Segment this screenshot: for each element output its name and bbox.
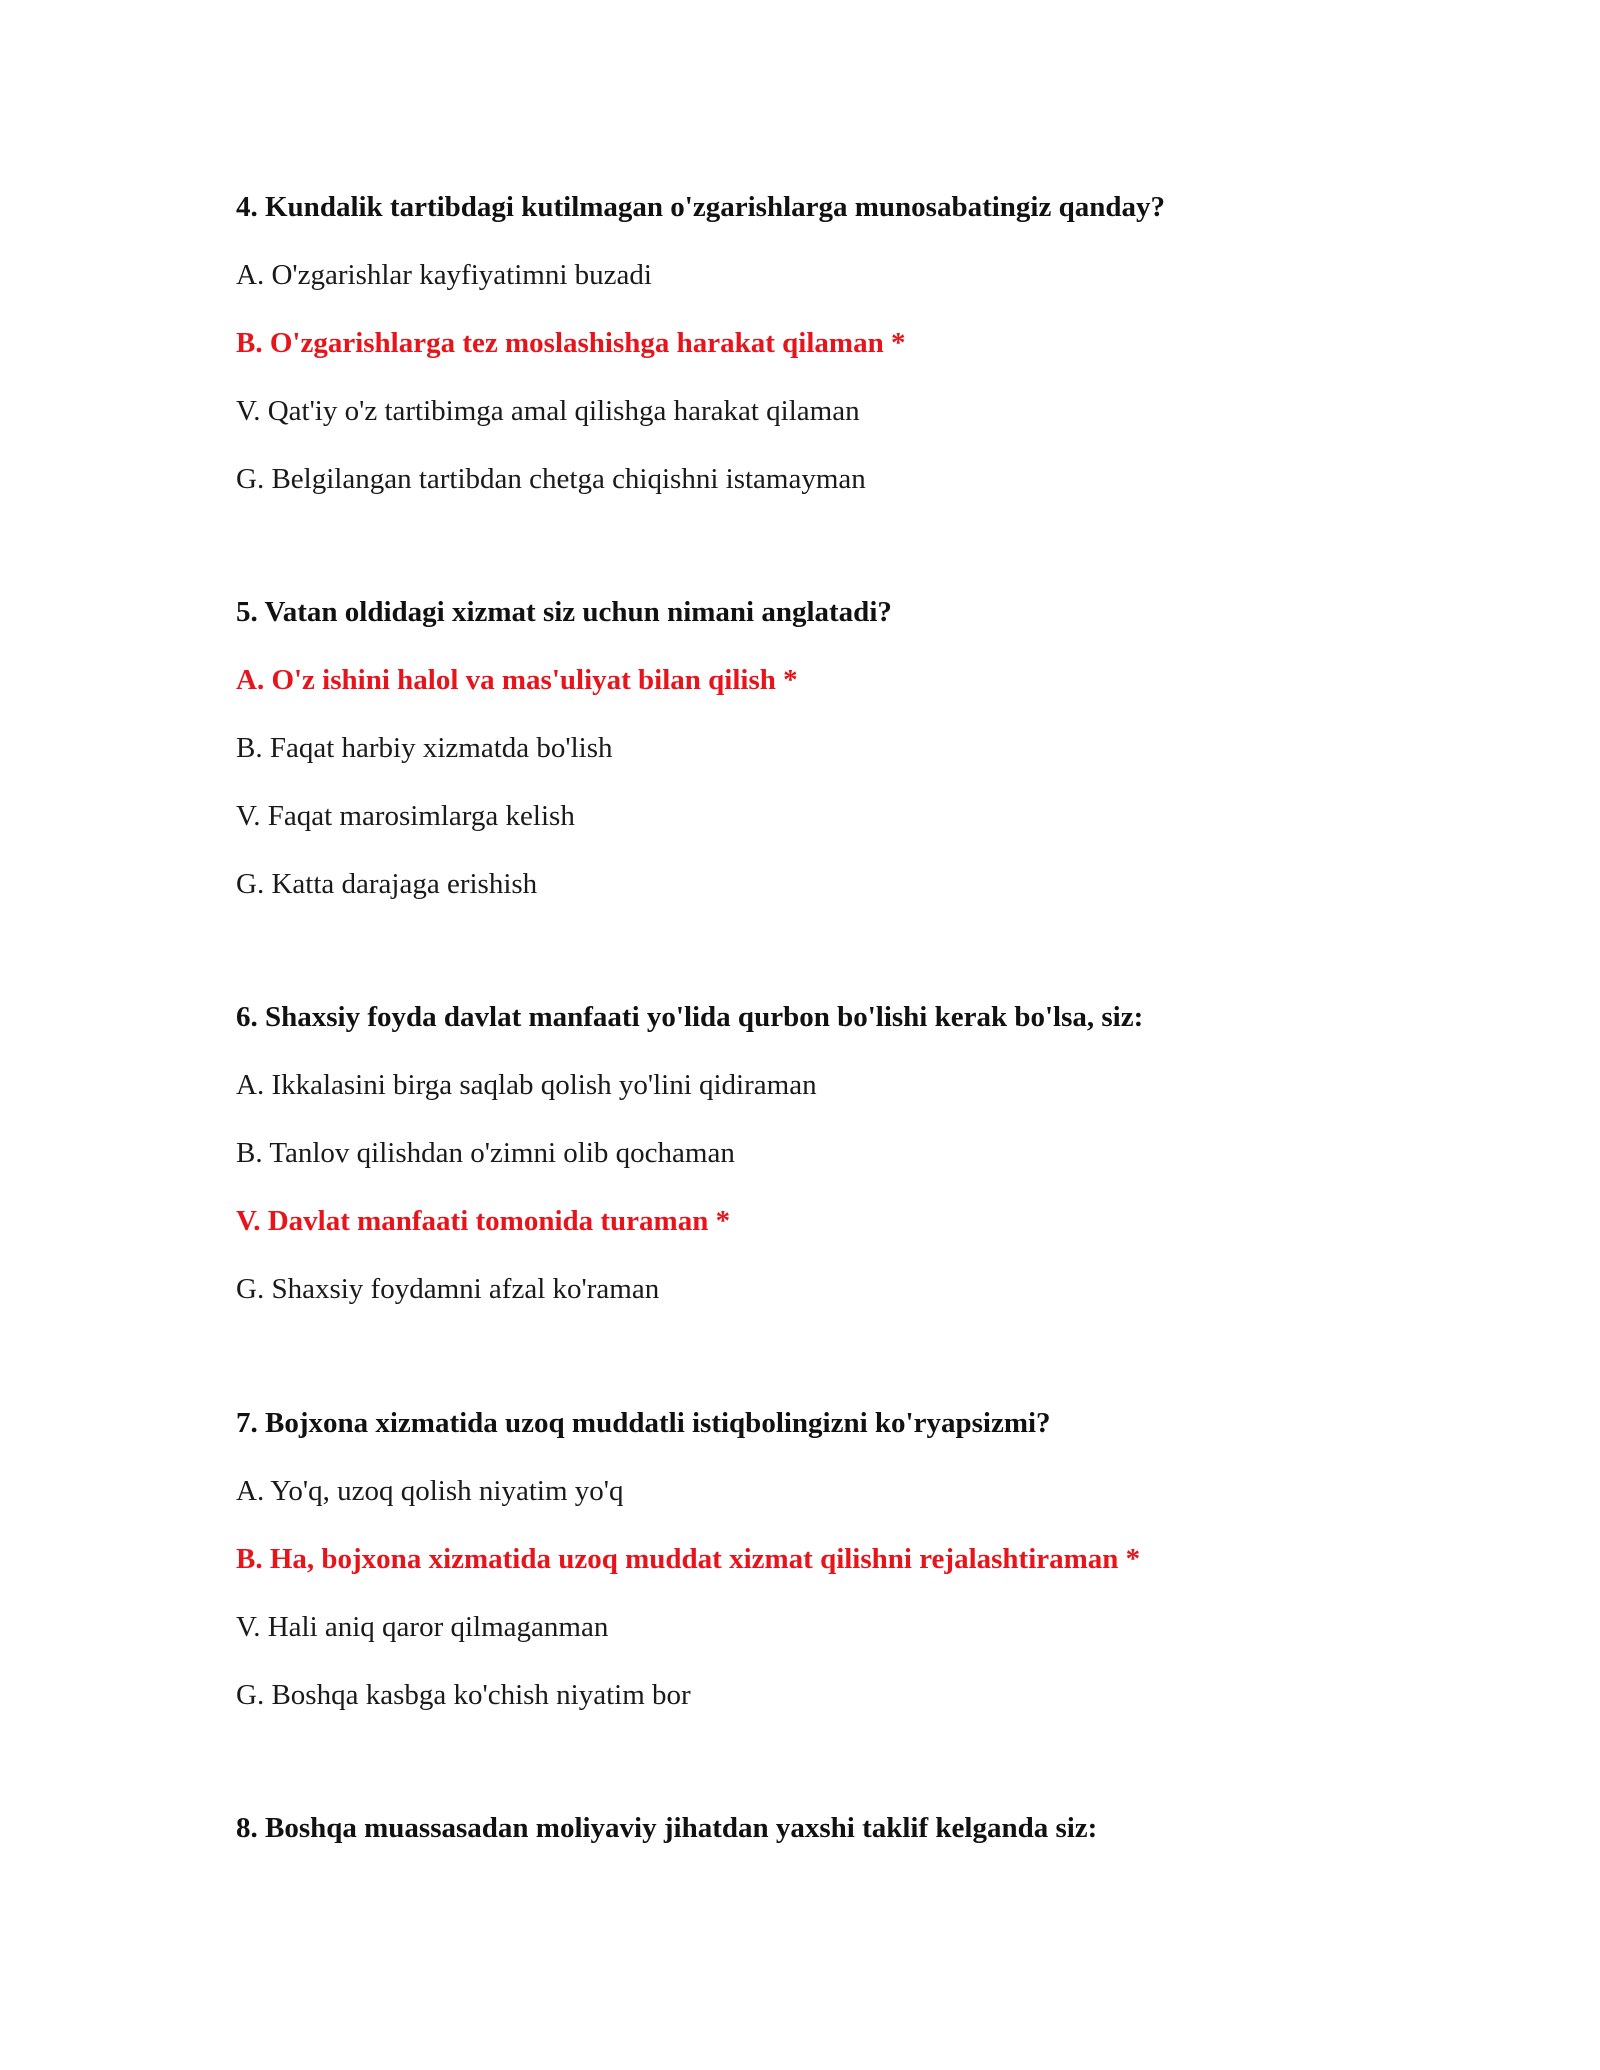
answer-option-b: B. Faqat harbiy xizmatda bo'lish	[236, 732, 613, 764]
answer-option-g: G. Shaxsiy foydamni afzal ko'raman	[236, 1273, 660, 1305]
question-title: 4. Kundalik tartibdagi kutilmagan o'zgarishlarga munosabatingiz qanday?	[236, 191, 1165, 223]
question-block-7	[236, 1389, 1436, 1729]
answer-option-a: A. O'zgarishlar kayfiyatimni buzadi	[236, 259, 652, 291]
question-block-6	[236, 983, 1436, 1323]
answer-option-v: V. Faqat marosimlarga kelish	[236, 800, 575, 832]
answer-option-a-correct: A. O'z ishini halol va mas'uliyat bilan qilish *	[236, 664, 798, 696]
answer-option-a: A. Ikkalasini birga saqlab qolish yo'lini qidiraman	[236, 1069, 817, 1101]
answer-option-g: G. Belgilangan tartibdan chetga chiqishni istamayman	[236, 463, 866, 495]
question-block-4	[236, 173, 1436, 513]
answer-option-g: G. Boshqa kasbga ko'chish niyatim bor	[236, 1679, 691, 1711]
answer-option-v: V. Hali aniq qaror qilmaganman	[236, 1611, 609, 1643]
answer-option-v-correct: V. Davlat manfaati tomonida turaman *	[236, 1205, 731, 1237]
answer-option-a: A. Yo'q, uzoq qolish niyatim yo'q	[236, 1475, 624, 1507]
question-block-8	[236, 1794, 1436, 1862]
answer-option-v: V. Qat'iy o'z tartibimga amal qilishga harakat qilaman	[236, 395, 860, 427]
question-title: 6. Shaxsiy foyda davlat manfaati yo'lida qurbon bo'lishi kerak bo'lsa, siz:	[236, 1001, 1144, 1033]
question-block-5	[236, 578, 1436, 918]
question-title: 7. Bojxona xizmatida uzoq muddatli istiqbolingizni ko'ryapsizmi?	[236, 1407, 1051, 1439]
answer-option-b-correct: B. O'zgarishlarga tez moslashishga harakat qilaman *	[236, 327, 906, 359]
question-title: 8. Boshqa muassasadan moliyaviy jihatdan yaxshi taklif kelganda siz:	[236, 1812, 1098, 1844]
answer-option-b-correct: B. Ha, bojxona xizmatida uzoq muddat xizmat qilishni rejalashtiraman *	[236, 1543, 1141, 1575]
answer-option-b: B. Tanlov qilishdan o'zimni olib qochaman	[236, 1137, 735, 1169]
question-title: 5. Vatan oldidagi xizmat siz uchun nimani anglatadi?	[236, 596, 892, 628]
answer-option-g: G. Katta darajaga erishish	[236, 868, 538, 900]
